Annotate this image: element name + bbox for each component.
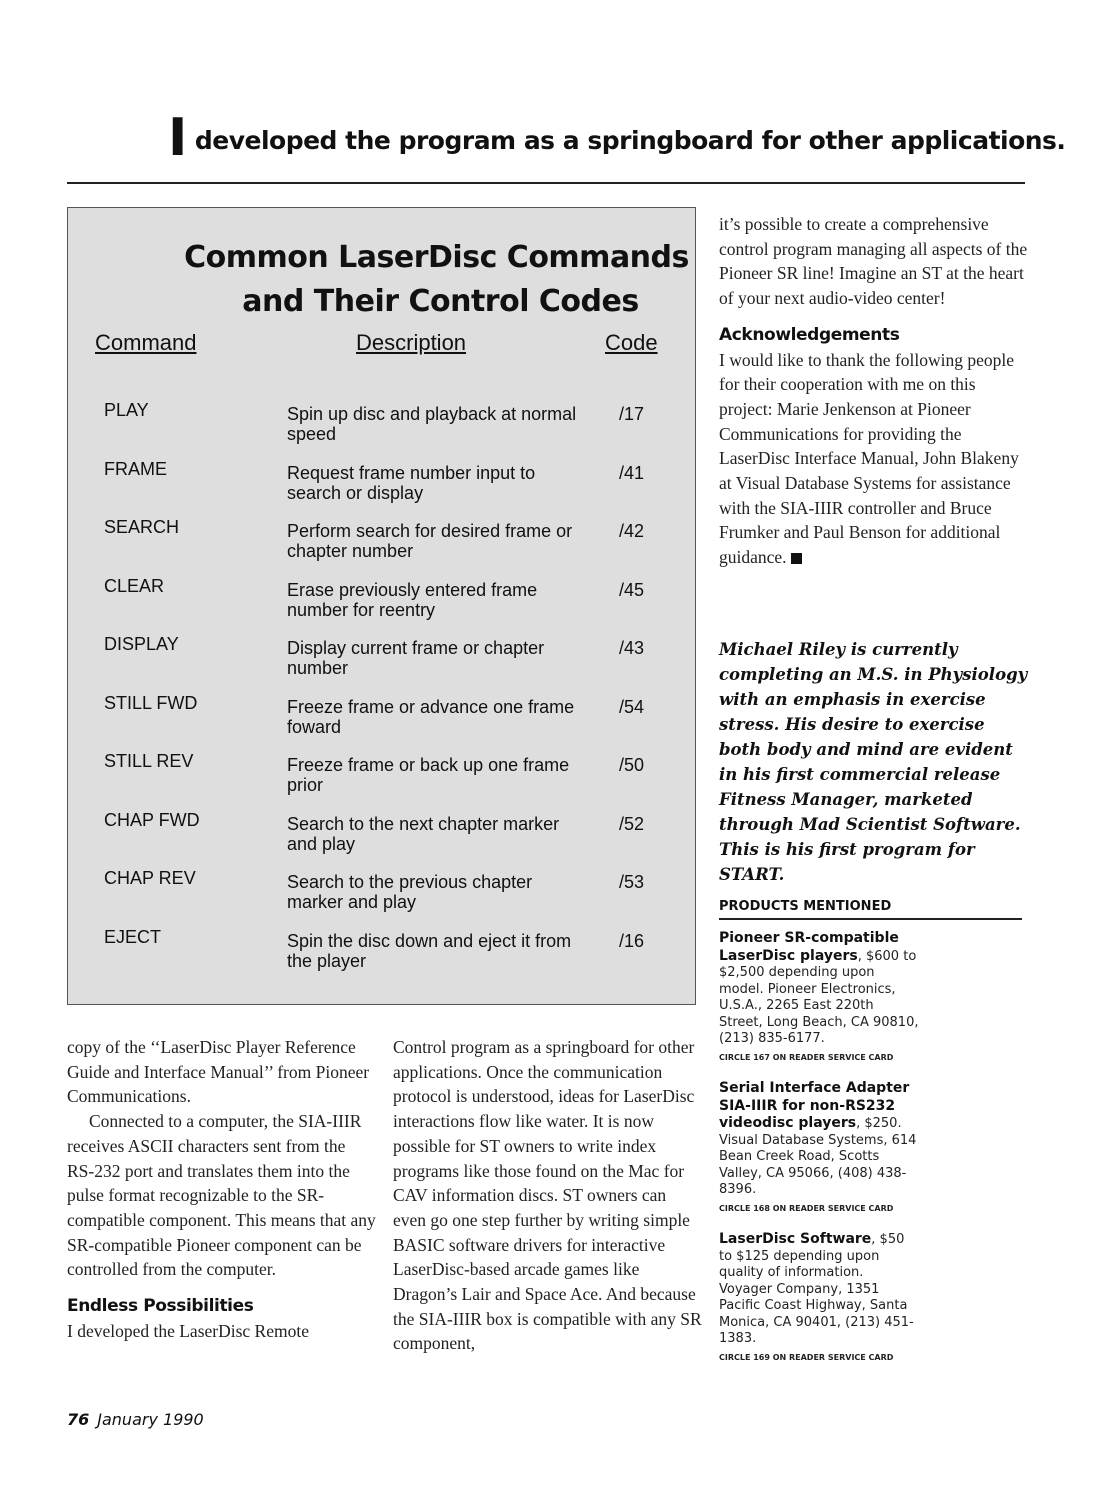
article-column-left bbox=[67, 1035, 377, 1343]
description-cell: Display current frame or chapter number bbox=[287, 638, 545, 678]
code-cell: /50 bbox=[619, 755, 645, 775]
table-row bbox=[68, 751, 695, 810]
command-cell: STILL FWD bbox=[104, 692, 198, 713]
commands-sidebar bbox=[67, 207, 696, 1005]
code-cell: /54 bbox=[619, 696, 645, 717]
table-row bbox=[68, 517, 695, 576]
code-cell: /17 bbox=[619, 404, 645, 424]
product-details: , $50 to $125 depending upon quality of information. Voyager Company, 1351 Pacific Coast Highway, Santa Monica, CA 90401, (213) 451-1383. bbox=[719, 1232, 914, 1346]
code-cell: /53 bbox=[619, 872, 645, 892]
product-name: LaserDisc Software bbox=[719, 1231, 872, 1247]
body-paragraph: it’s possible to create a comprehensive control program managing all aspects of the Pioneer SR line! Imagine an ST at the heart of your next audio-video center! bbox=[719, 214, 1028, 309]
code-cell: /16 bbox=[619, 930, 645, 951]
table-row bbox=[68, 927, 695, 986]
table-row bbox=[68, 459, 695, 518]
sidebar-title bbox=[68, 236, 695, 324]
top-divider bbox=[67, 182, 1025, 184]
product-name: Pioneer SR-compatible LaserDisc players bbox=[719, 930, 899, 964]
description-cell: Search to the previous chapter marker and play bbox=[287, 872, 533, 912]
pull-quote-text: developed the program as a springboard for other applications. bbox=[194, 126, 1066, 155]
command-cell: PLAY bbox=[104, 400, 149, 420]
subhead-acknowledgements: Acknowledgements bbox=[719, 324, 900, 345]
products-list bbox=[719, 930, 919, 1380]
code-cell: /43 bbox=[619, 638, 645, 658]
column-header-command: Command bbox=[95, 330, 197, 355]
products-mentioned-heading: PRODUCTS MENTIONED bbox=[719, 899, 1022, 920]
author-bio: Michael Riley is currently completing an M.S. in Physiology with an emphasis in exercise stress. His desire to exercise both body and mind are evident in his first commercial release Fitness Manager, marketed through Mad Scientist Software. This is his first program for START. bbox=[719, 640, 1028, 884]
issue-date: January 1990 bbox=[97, 1410, 204, 1429]
acknowledgements-text: I would like to thank the following people for their cooperation with me on this project: Marie Jenkenson at Pioneer Communications for providing the LaserDisc Interface Manual, John Blakeny at Visual Database Systems for assistance with the SIA-IIIR controller and Bruce Frumker and Paul Benson for additional guidance. bbox=[719, 349, 1019, 568]
code-cell: /41 bbox=[619, 462, 645, 483]
command-cell: FRAME bbox=[104, 458, 167, 479]
body-paragraph: Connected to a computer, the SIA-IIIR receives ASCII characters sent from the RS-232 port and translates them into the pulse format recognizable to the SR-compatible component. This means that any SR-compatible Pioneer component can be controlled from the computer. bbox=[67, 1111, 376, 1280]
description-cell: Search to the next chapter marker and play bbox=[287, 813, 560, 854]
description-cell: Spin up disc and playback at normal speed bbox=[287, 404, 577, 444]
code-cell: /45 bbox=[619, 579, 645, 600]
reader-service-circle: CIRCLE 169 ON READER SERVICE CARD bbox=[719, 1352, 894, 1362]
command-cell: CLEAR bbox=[104, 575, 165, 596]
product-entry bbox=[719, 930, 919, 1066]
body-paragraph: Control program as a springboard for other applications. Once the communication protocol is understood, ideas for LaserDisc interactions flow like water. It is now possible for ST owners to write index programs like those found on the Mac for CAV information discs. ST owners can even go one step further by writing simple BASIC software drivers for interactive LaserDisc-based arcade games like Dragon’s Lair and Space Ace. And because the SIA-IIIR box is compatible with any SR component, bbox=[393, 1037, 702, 1354]
page-folio bbox=[67, 1410, 204, 1429]
product-details: , $250. Visual Database Systems, 614 Bean Creek Road, Scotts Valley, CA 95066, (408) 438-8396. bbox=[719, 1116, 917, 1197]
subhead-endless-possibilities: Endless Possibilities bbox=[67, 1296, 254, 1317]
command-cell: SEARCH bbox=[104, 517, 180, 537]
table-row bbox=[68, 868, 695, 927]
code-cell: /42 bbox=[619, 521, 645, 541]
article-column-middle bbox=[393, 1035, 703, 1356]
pull-quote-drop-cap: I bbox=[168, 108, 187, 168]
command-cell: STILL REV bbox=[104, 751, 194, 771]
command-cell: CHAP REV bbox=[104, 868, 196, 888]
product-entry bbox=[719, 1080, 919, 1217]
end-of-article-mark bbox=[791, 553, 802, 564]
description-cell: Perform search for desired frame or chapter number bbox=[287, 521, 573, 561]
table-row bbox=[68, 576, 695, 635]
body-paragraph bbox=[719, 348, 1029, 570]
command-cell: CHAP FWD bbox=[104, 809, 200, 830]
description-cell: Freeze frame or advance one frame foward bbox=[287, 696, 575, 737]
description-cell: Erase previously entered frame number for reentry bbox=[287, 579, 538, 620]
product-entry bbox=[719, 1231, 919, 1366]
table-row bbox=[68, 634, 695, 693]
description-cell: Request frame number input to search or display bbox=[287, 462, 536, 503]
body-paragraph: copy of the ‘‘LaserDisc Player Reference Guide and Interface Manual’’ from Pioneer Communications. bbox=[67, 1037, 370, 1107]
table-row bbox=[68, 693, 695, 752]
description-cell: Spin the disc down and eject it from the player bbox=[287, 930, 572, 971]
column-header-code: Code bbox=[605, 330, 658, 355]
product-details: , $600 to $2,500 depending upon model. Pioneer Electronics, U.S.A., 2265 East 220th Street, Long Beach, CA 90810, (213) 835-6177. bbox=[719, 948, 919, 1046]
description-cell: Freeze frame or back up one frame prior bbox=[287, 755, 570, 795]
article-column-right bbox=[719, 212, 1029, 570]
table-row bbox=[68, 400, 695, 459]
code-cell: /52 bbox=[619, 813, 645, 834]
reader-service-circle: CIRCLE 168 ON READER SERVICE CARD bbox=[719, 1203, 894, 1213]
pull-quote bbox=[168, 108, 1066, 168]
table-row bbox=[68, 810, 695, 869]
command-cell: DISPLAY bbox=[104, 634, 179, 654]
page-number: 76 bbox=[67, 1410, 90, 1429]
sidebar-title-line-1: Common LaserDisc Commands bbox=[184, 240, 689, 275]
column-header-description: Description bbox=[356, 330, 467, 355]
sidebar-title-line-2: and Their Control Codes bbox=[242, 284, 639, 319]
product-name: Serial Interface Adapter SIA-IIIR for non-RS232 videodisc players bbox=[719, 1080, 910, 1131]
commands-table bbox=[68, 400, 695, 985]
body-paragraph: I developed the LaserDisc Remote bbox=[67, 1320, 309, 1341]
command-cell: EJECT bbox=[104, 926, 162, 947]
reader-service-circle: CIRCLE 167 ON READER SERVICE CARD bbox=[719, 1052, 894, 1062]
